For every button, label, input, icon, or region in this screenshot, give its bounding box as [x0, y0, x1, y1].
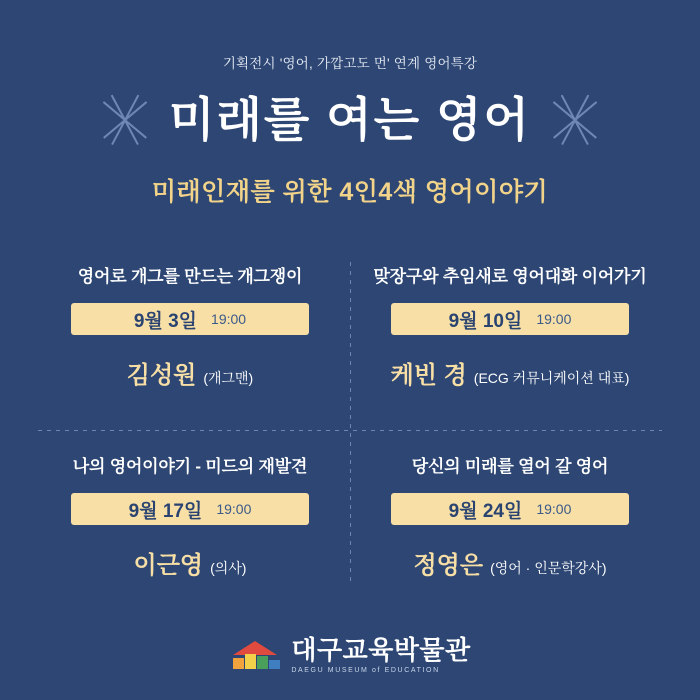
session-card: [30, 424, 350, 592]
session-date-badge: [71, 493, 309, 525]
session-speaker-name: 김성원: [126, 362, 197, 389]
sparkle-right-icon: [547, 95, 603, 143]
footer: [0, 637, 700, 674]
session-date: 9월 24일: [448, 500, 523, 522]
session-speaker-name: 정영은: [413, 552, 484, 579]
session-card: [30, 256, 350, 424]
session-topic: 맞장구와 추임새로 영어대화 이어가기: [373, 267, 647, 286]
session-card: [350, 256, 670, 424]
session-time: 19:00: [211, 311, 247, 327]
session-time: 19:00: [216, 501, 252, 517]
horizontal-divider: [38, 430, 662, 431]
session-topic: 나의 영어이야기 - 미드의 재발견: [72, 457, 308, 476]
logo-name-en: DAEGU MUSEUM of EDUCATION: [291, 667, 440, 674]
session-time: 19:00: [536, 501, 572, 517]
session-speaker-line: [48, 355, 332, 390]
session-date: 9월 10일: [448, 310, 523, 332]
session-grid: [30, 256, 670, 592]
session-date-badge: [391, 303, 629, 335]
session-speaker-affiliation: (개그맨): [203, 370, 254, 386]
session-card: [350, 424, 670, 592]
logo-text: [291, 637, 470, 674]
title-row: [0, 86, 700, 152]
session-speaker-line: [368, 355, 652, 390]
session-topic: 당신의 미래를 열어 갈 영어: [411, 457, 609, 476]
page-title: 미래를 여는 영어: [169, 92, 531, 146]
session-date-badge: [71, 303, 309, 335]
kicker-text: 기획전시 '영어, 가깝고도 먼' 연계 영어특강: [222, 56, 478, 71]
session-speaker-affiliation: (ECG 커뮤니케이션 대표): [473, 370, 630, 386]
session-time: 19:00: [536, 311, 572, 327]
session-date: 9월 17일: [128, 500, 203, 522]
session-speaker-name: 이근영: [133, 552, 204, 579]
museum-logo-icon: [229, 639, 281, 673]
page-subtitle: 미래인재를 위한 4인4색 영어이야기: [151, 178, 549, 206]
session-speaker-line: [48, 545, 332, 580]
sparkle-left-icon: [97, 95, 153, 143]
session-date-badge: [391, 493, 629, 525]
poster-header: [0, 0, 700, 208]
session-speaker-name: 케빈 경: [390, 362, 467, 389]
vertical-divider: [350, 262, 351, 586]
session-topic: 영어로 개그를 만드는 개그쟁이: [77, 267, 303, 286]
logo-name-ko: 대구교육박물관: [291, 635, 471, 665]
session-speaker-affiliation: (영어 · 인문학강사): [490, 560, 607, 576]
session-speaker-affiliation: (의사): [210, 560, 247, 576]
session-speaker-line: [368, 545, 652, 580]
session-date: 9월 3일: [133, 310, 198, 332]
